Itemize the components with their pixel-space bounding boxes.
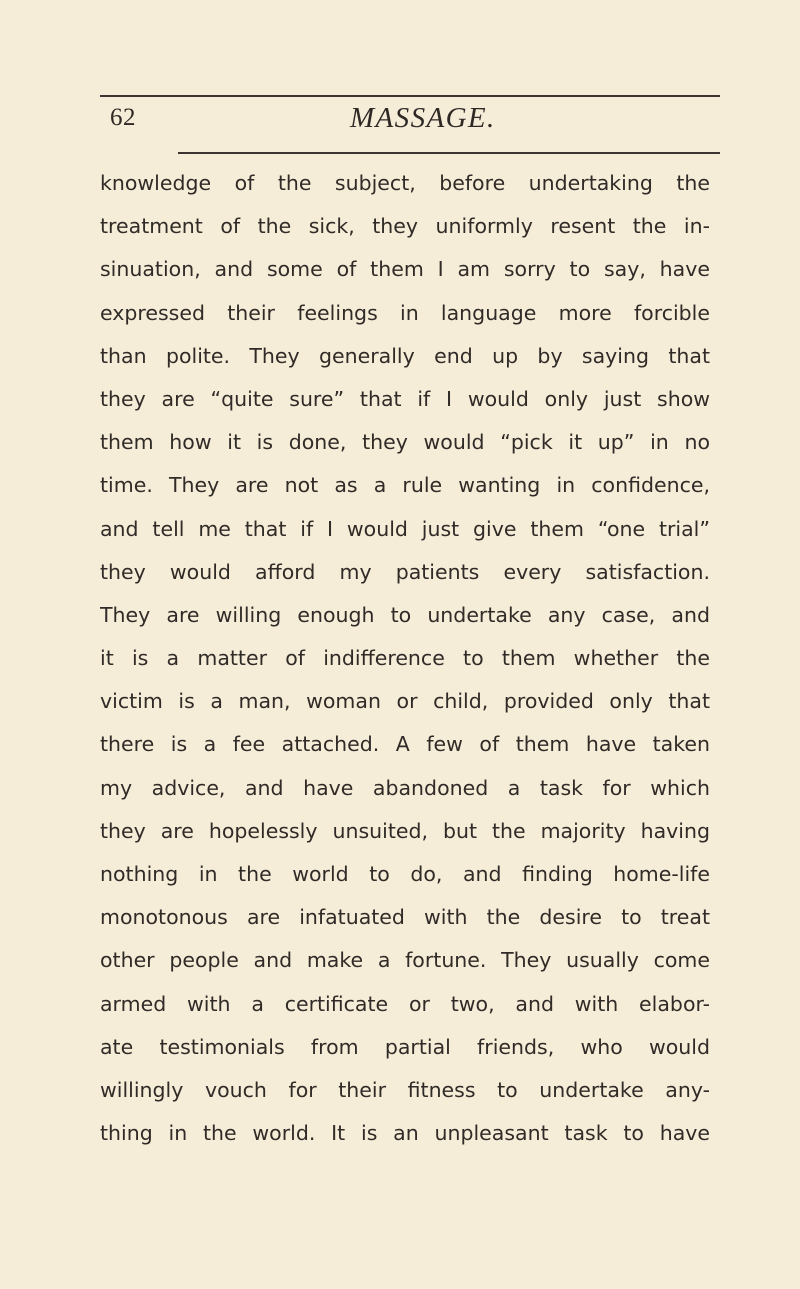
text-line: time. They are not as a rule wanting in confidence, <box>100 473 710 498</box>
running-head-title: MASSAGE. <box>350 102 496 134</box>
page-header <box>100 90 720 160</box>
text-line: armed with a certificate or two, and with elabor- <box>100 991 710 1016</box>
text-line: treatment of the sick, they uniformly resent the in- <box>100 214 710 239</box>
body-paragraph <box>100 162 710 1155</box>
text-line: willingly vouch for their fitness to undertake any- <box>100 1077 710 1102</box>
page-number: 62 <box>110 104 136 131</box>
text-line: expressed their feelings in language more forcible <box>100 300 710 325</box>
text-line: and tell me that if I would just give them “one trial” <box>100 516 710 541</box>
text-line: my advice, and have abandoned a task for which <box>100 775 710 800</box>
header-top-rule <box>100 95 720 97</box>
text-line: They are willing enough to undertake any case, and <box>100 602 710 627</box>
text-line: there is a fee attached. A few of them have taken <box>100 732 710 757</box>
text-line: ate testimonials from partial friends, who would <box>100 1034 710 1059</box>
text-line: knowledge of the subject, before undertaking the <box>100 171 710 195</box>
text-line: thing in the world. It is an unpleasant task to have <box>100 1121 710 1146</box>
text-line: nothing in the world to do, and finding home-life <box>100 862 710 886</box>
text-line: other people and make a fortune. They usually come <box>100 948 710 973</box>
text-line: they are hopelessly unsuited, but the majority having <box>100 818 710 843</box>
text-line: it is a matter of indifference to them whether the <box>100 646 710 671</box>
text-line: they would afford my patients every satisfaction. <box>100 559 710 584</box>
header-bottom-rule <box>178 152 720 154</box>
text-line: victim is a man, woman or child, provided only that <box>100 689 710 714</box>
text-line: they are “quite sure” that if I would only just show <box>100 386 710 411</box>
text-line: monotonous are infatuated with the desire to treat <box>100 905 710 930</box>
text-line: sinuation, and some of them I am sorry to say, have <box>100 257 710 282</box>
text-line: than polite. They generally end up by saying that <box>100 343 710 368</box>
text-line: them how it is done, they would “pick it up” in no <box>100 430 710 455</box>
